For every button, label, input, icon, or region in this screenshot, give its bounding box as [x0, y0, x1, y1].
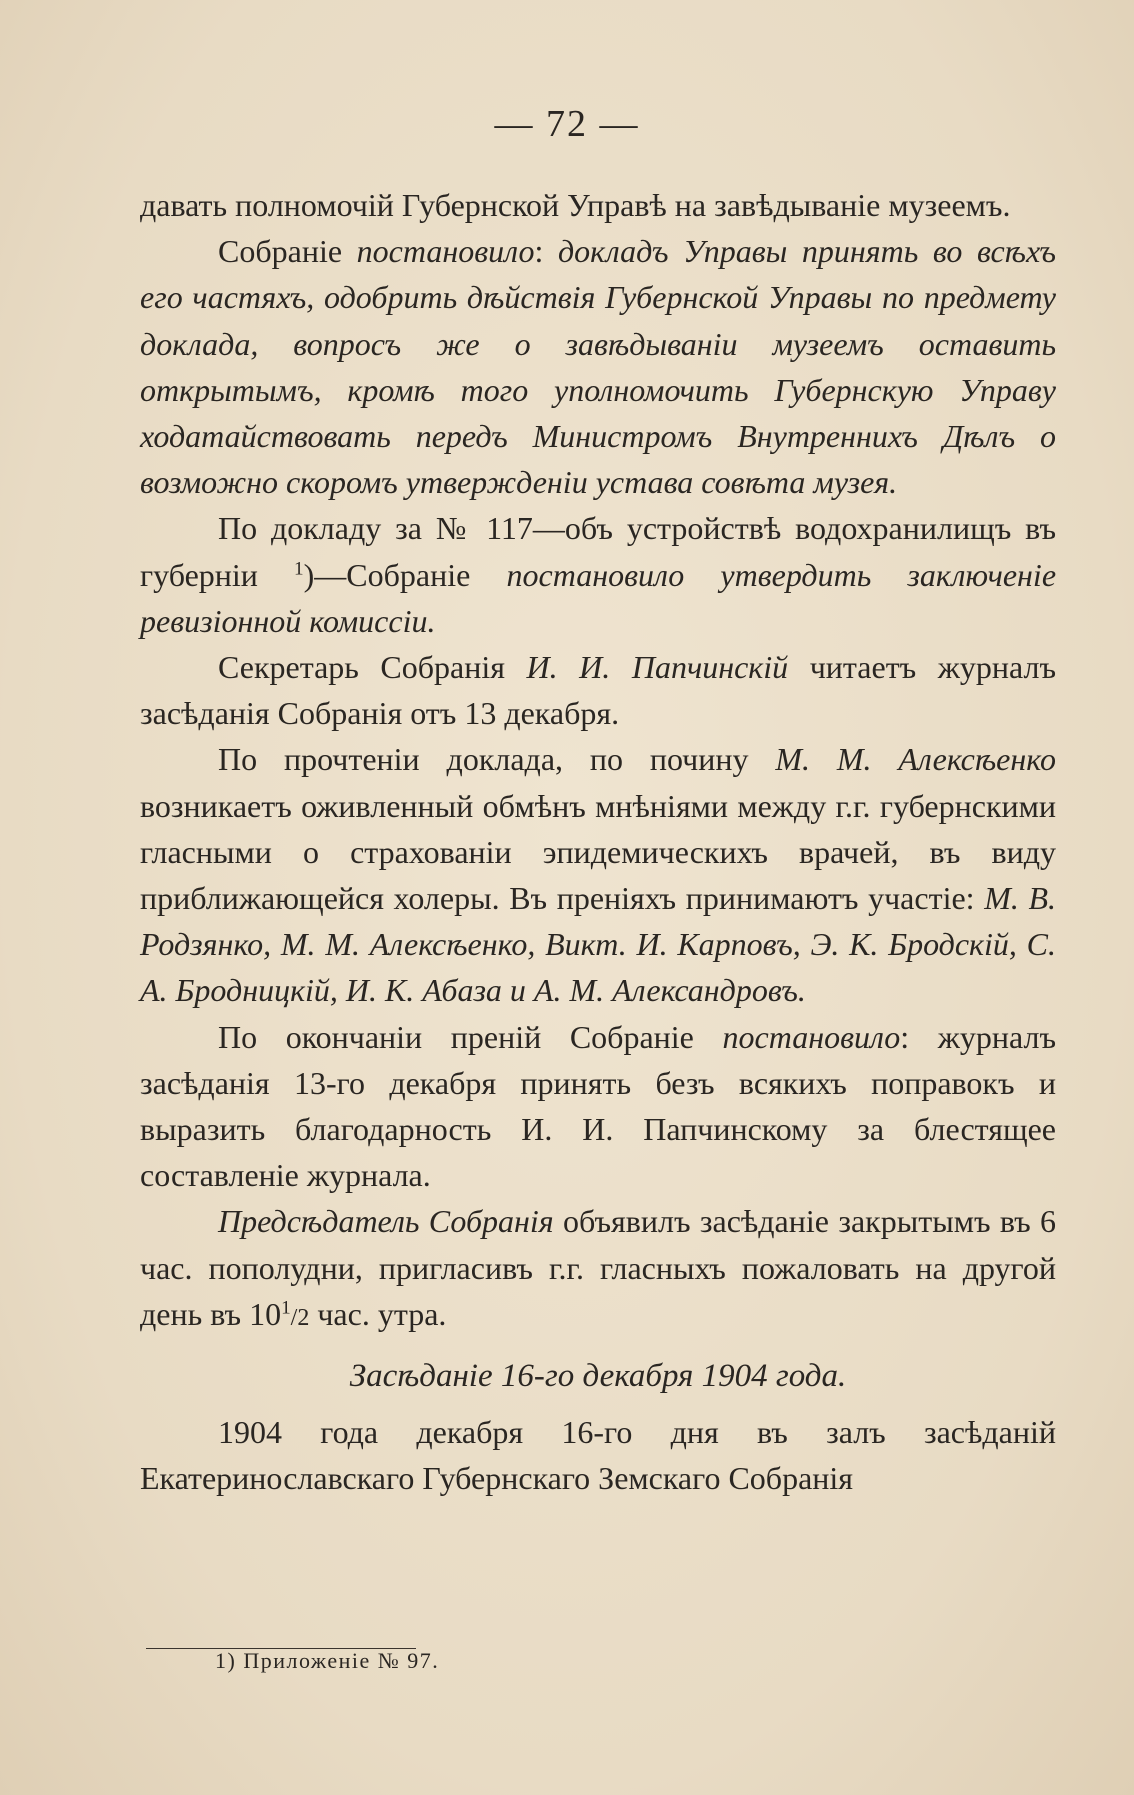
text-run: давать полномочій Губернской Управѣ на завѣдываніе музеемъ. — [140, 187, 1011, 223]
superscript: 1 — [294, 557, 304, 579]
text-run: /2 — [290, 1304, 310, 1331]
text-run: Засѣданіе 16-го декабря 1904 года. — [349, 1358, 847, 1395]
text-run: возникаетъ оживленный обмѣнъ мнѣніями между г.г. губернскими гласными о страхованіи эпидемическихъ врачей, въ виду приближающейся холеры. Въ преніяхъ принимаютъ участіе: — [140, 787, 1056, 917]
text-run: Секретарь Собранія — [218, 649, 527, 686]
text-run: : — [534, 233, 558, 270]
text-run: час. утра. — [309, 1295, 447, 1332]
italic-run: постановило — [356, 233, 535, 270]
italic-run: Предсѣдатель Собранія — [218, 1203, 554, 1240]
text-run: : журналъ засѣданія 13-го декабря принять безъ всякихъ поправокъ и выразить благодарность И. И. Папчинскому за блестящее составленіе журнала. — [140, 1018, 1057, 1194]
text-run: )—Собраніе — [303, 556, 507, 593]
paragraph — [140, 1198, 1056, 1341]
body-text — [140, 182, 1056, 1502]
text-run: объявилъ засѣданіе закрытымъ въ 6 час. пополудни, пригласивъ г.г. гласныхъ пожаловать на другой день въ 10 — [140, 1203, 1057, 1332]
text-run: Собраніе — [218, 233, 357, 270]
italic-run: И. И. Папчинскій — [526, 649, 789, 686]
text-run: По прочтеніи доклада, по почину — [218, 741, 776, 778]
italic-run: постановило утвердить заключеніе ревизіонной комиссіи. — [140, 556, 1057, 639]
italic-run: М. М. Алексѣенко — [775, 741, 1057, 778]
text-run: По окончаніи преній Собраніе — [218, 1018, 723, 1055]
italic-run: докладъ Управы принять во всѣхъ его частяхъ, одобрить дѣйствія Губернской Управы по предмету доклада, вопросъ же о завѣдываніи музеемъ оставить открытымъ, кромѣ того уполномочить Губернскую Управу ходатайствовать передъ Министромъ Внутреннихъ Дѣлъ о возможно скоромъ утвержденіи устава совѣта музея. — [140, 233, 1057, 501]
text-run: По докладу за № 117—объ устройствѣ водохранилищъ въ губерніи — [140, 510, 1056, 593]
footnote: 1) Приложеніе № 97. — [215, 1648, 440, 1673]
italic-run: М. В. Родзянко, М. М. Алексѣенко, Викт. И. Карповъ, Э. К. Бродскій, С. А. Бродницкій, И. К. Абаза и А. М. Александровъ. — [140, 880, 1057, 1009]
paragraph — [140, 228, 1056, 505]
paragraph — [140, 1014, 1056, 1199]
text-run: читаетъ журналъ засѣданія Собранія отъ 13 декабря. — [140, 649, 1056, 732]
text-run: 1904 года декабря 16-го дня въ залъ засѣданій Екатеринославскаго Губернскаго Земскаго Собранія — [140, 1414, 1056, 1497]
paragraph — [140, 644, 1056, 736]
page-number: — 72 — — [494, 103, 640, 145]
paragraph — [140, 505, 1056, 644]
italic-run: постановило — [722, 1018, 901, 1055]
superscript: 1 — [281, 1297, 291, 1319]
paragraph — [140, 736, 1056, 1013]
section-heading — [140, 1353, 1056, 1399]
paragraph — [140, 182, 1056, 228]
paragraph — [140, 1409, 1056, 1501]
